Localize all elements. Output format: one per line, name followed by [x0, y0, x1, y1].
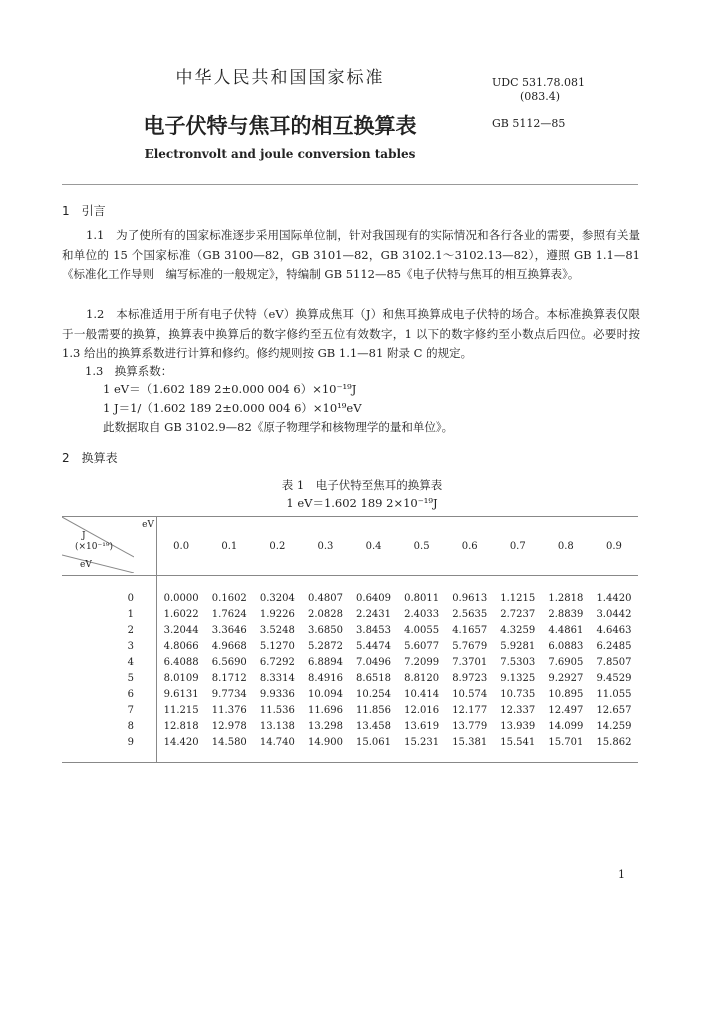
page-number: 1: [618, 868, 625, 881]
corner-ev-label: eV: [142, 520, 154, 530]
table-cell: 12.177: [452, 704, 488, 716]
table-cell: 9.1325: [500, 672, 536, 684]
row-label: 0: [62, 576, 157, 607]
row-label: 1: [62, 606, 157, 622]
table-row: [62, 718, 638, 734]
corner-j-label: J: [82, 531, 86, 541]
table-cell: 6.5690: [211, 656, 247, 668]
table-cell: 4.6463: [596, 624, 632, 636]
table-header-row: [62, 517, 638, 576]
table-cell: 15.862: [590, 734, 638, 763]
table-cell: 5.9281: [500, 640, 536, 652]
table-cell: 12.337: [500, 704, 536, 716]
table-cell: 4.9668: [211, 640, 247, 652]
table-row: [62, 606, 638, 622]
table-caption: 表 1 电子伏特至焦耳的换算表: [281, 478, 443, 492]
table-cell: 3.8453: [356, 624, 392, 636]
table-cell: 6.4088: [163, 656, 199, 668]
table-cell: 5.2872: [307, 640, 343, 652]
udc-line-2: (083.4): [520, 90, 561, 103]
table-cell: 15.541: [494, 734, 542, 763]
table-cell: 11.376: [211, 704, 247, 716]
table-cell: 1.7624: [211, 608, 247, 620]
table-cell: 14.420: [157, 734, 206, 763]
table-cell: 7.3701: [452, 656, 488, 668]
table-cell: 0.8011: [404, 592, 440, 604]
table-cell: 4.0055: [404, 624, 440, 636]
table-cell: 3.6850: [307, 624, 343, 636]
table-cell: 7.5303: [500, 656, 536, 668]
table-cell: 11.536: [259, 704, 295, 716]
table-cell: 14.900: [301, 734, 349, 763]
formula-j-to-ev: 1 J＝1/（1.602 189 2±0.000 004 6）×10¹⁹eV: [103, 401, 362, 415]
table-cell: 3.5248: [259, 624, 295, 636]
table-body: [62, 576, 638, 763]
table-cell: 8.9723: [452, 672, 488, 684]
paragraph-1-3-heading: 1.3 换算系数：: [85, 364, 173, 378]
table-cell: 13.138: [259, 720, 295, 732]
table-cell: 15.061: [350, 734, 398, 763]
row-label: 2: [62, 622, 157, 638]
section-1-heading: 1 引言: [62, 204, 106, 218]
table-cell: 2.0828: [307, 608, 343, 620]
table-cell: 2.7237: [500, 608, 536, 620]
table-cell: 12.978: [211, 720, 247, 732]
table-row: [62, 622, 638, 638]
table-cell: 1.2818: [548, 592, 584, 604]
udc-line-1: UDC 531.78.081: [492, 76, 585, 89]
column-header: 0.4: [350, 517, 398, 576]
header-divider: [62, 184, 638, 185]
table-cell: 14.740: [253, 734, 301, 763]
table-row: [62, 654, 638, 670]
table-cell: 7.8507: [596, 656, 632, 668]
row-label: 8: [62, 718, 157, 734]
table-cell: 1.4420: [596, 592, 632, 604]
table-cell: 8.8120: [404, 672, 440, 684]
table-cell: 9.2927: [548, 672, 584, 684]
row-label: 7: [62, 702, 157, 718]
table-cell: 3.3646: [211, 624, 247, 636]
table-cell: 5.1270: [259, 640, 295, 652]
table-cell: 8.4916: [307, 672, 343, 684]
table-cell: 10.574: [452, 688, 488, 700]
table-cell: 3.2044: [163, 624, 199, 636]
paragraph-1-1: 1.1 为了使所有的国家标准逐步采用国际单位制，针对我国现有的实际情况和各行各业的需要，参照有关量和单位的 15 个国家标准（GB 3100—82，GB 3101—82，GB 3102.1～3102.13—82），遵照 GB 1.1—81《标准化工作导则 编写标准的一般规定》，特编制 GB 5112—85《电子伏特与焦耳的相互换算表》。: [62, 228, 640, 281]
table-corner-cell: [62, 517, 157, 576]
table-cell: 7.2099: [404, 656, 440, 668]
table-cell: 9.4529: [596, 672, 632, 684]
table-cell: 10.414: [404, 688, 440, 700]
table-cell: 8.3314: [259, 672, 295, 684]
column-header: 0.9: [590, 517, 638, 576]
row-label: 9: [62, 734, 157, 763]
table-cell: 0.4807: [307, 592, 343, 604]
table-cell: 12.657: [596, 704, 632, 716]
table-cell: 8.6518: [356, 672, 392, 684]
table-cell: 1.9226: [259, 608, 295, 620]
table-cell: 12.818: [163, 720, 199, 732]
formula-ev-to-j: 1 eV＝（1.602 189 2±0.000 004 6）×10⁻¹⁹J: [103, 382, 357, 396]
table-row: [62, 576, 638, 607]
table-cell: 0.9613: [452, 592, 488, 604]
table-cell: 15.381: [446, 734, 494, 763]
table-cell: 2.5635: [452, 608, 488, 620]
corner-row-ev-label: eV: [80, 560, 92, 570]
row-label: 4: [62, 654, 157, 670]
column-header: 0.0: [157, 517, 206, 576]
table-row: [62, 670, 638, 686]
page-title: 电子伏特与焦耳的相互换算表: [143, 114, 417, 138]
table-row: [62, 638, 638, 654]
row-label: 5: [62, 670, 157, 686]
column-header: 0.7: [494, 517, 542, 576]
column-header: 0.6: [446, 517, 494, 576]
column-header: 0.2: [253, 517, 301, 576]
column-header: 0.8: [542, 517, 590, 576]
table-cell: 0.0000: [163, 592, 199, 604]
paragraph-1-2: 1.2 本标准适用于所有电子伏特（eV）换算成焦耳（J）和焦耳换算成电子伏特的场合。本标准换算表仅限于一般需要的换算，换算表中换算后的数字修约至五位有效数字，1 以下的数字修约至小数点后四位。必要时按 1.3 给出的换算系数进行计算和修约。修约规则按 GB 1.1—81 附录 C 的规定。: [62, 307, 640, 360]
table-cell: 13.619: [404, 720, 440, 732]
table-cell: 2.8839: [548, 608, 584, 620]
table-cell: 3.0442: [596, 608, 632, 620]
table-cell: 15.231: [398, 734, 446, 763]
table-cell: 13.458: [356, 720, 392, 732]
table-cell: 9.9336: [259, 688, 295, 700]
table-cell: 6.0883: [548, 640, 584, 652]
table-cell: 10.735: [500, 688, 536, 700]
table-cell: 6.8894: [307, 656, 343, 668]
corner-unit-label: (×10⁻¹⁹): [75, 542, 113, 552]
gb-code: GB 5112—85: [492, 117, 566, 130]
table-cell: 11.856: [356, 704, 392, 716]
column-header: 0.1: [205, 517, 253, 576]
table-cell: 14.580: [205, 734, 253, 763]
column-header: 0.5: [398, 517, 446, 576]
table-cell: 1.6022: [163, 608, 199, 620]
table-cell: 5.4474: [356, 640, 392, 652]
table-cell: 4.4861: [548, 624, 584, 636]
table-cell: 6.7292: [259, 656, 295, 668]
table-cell: 5.7679: [452, 640, 488, 652]
data-source-note: 此数据取自 GB 3102.9—82《原子物理学和核物理学的量和单位》。: [103, 420, 454, 434]
table-cell: 5.6077: [404, 640, 440, 652]
table-cell: 11.696: [307, 704, 343, 716]
table-cell: 12.497: [548, 704, 584, 716]
table-cell: 10.254: [356, 688, 392, 700]
table-cell: 10.094: [307, 688, 343, 700]
table-cell: 9.7734: [211, 688, 247, 700]
table-cell: 0.6409: [356, 592, 392, 604]
table-cell: 15.701: [542, 734, 590, 763]
table-cell: 7.0496: [356, 656, 392, 668]
row-label: 6: [62, 686, 157, 702]
standard-org: 中华人民共和国国家标准: [175, 68, 385, 88]
table-cell: 14.259: [596, 720, 632, 732]
table-cell: 13.298: [307, 720, 343, 732]
table-cell: 4.1657: [452, 624, 488, 636]
table-cell: 1.1215: [500, 592, 536, 604]
table-cell: 4.8066: [163, 640, 199, 652]
table-cell: 0.3204: [259, 592, 295, 604]
table-cell: 14.099: [548, 720, 584, 732]
row-label: 3: [62, 638, 157, 654]
table-cell: 11.215: [163, 704, 199, 716]
table-cell: 13.779: [452, 720, 488, 732]
table-cell: 12.016: [404, 704, 440, 716]
table-cell: 4.3259: [500, 624, 536, 636]
table-cell: 9.6131: [163, 688, 199, 700]
english-title: Electronvolt and joule conversion tables: [144, 147, 416, 161]
conversion-table: [62, 516, 638, 763]
table-row: [62, 734, 638, 763]
section-2-heading: 2 换算表: [62, 451, 118, 465]
table-cell: 11.055: [596, 688, 632, 700]
table-row: [62, 702, 638, 718]
table-row: [62, 686, 638, 702]
table-cell: 10.895: [548, 688, 584, 700]
table-cell: 7.6905: [548, 656, 584, 668]
table-cell: 2.4033: [404, 608, 440, 620]
column-header: 0.3: [301, 517, 349, 576]
table-cell: 8.0109: [163, 672, 199, 684]
table-cell: 8.1712: [211, 672, 247, 684]
udc-code: [492, 76, 585, 104]
table-cell: 6.2485: [596, 640, 632, 652]
table-cell: 13.939: [500, 720, 536, 732]
table-cell: 0.1602: [211, 592, 247, 604]
table-cell: 2.2431: [356, 608, 392, 620]
table-subcaption: 1 eV＝1.602 189 2×10⁻¹⁹J: [286, 496, 438, 510]
